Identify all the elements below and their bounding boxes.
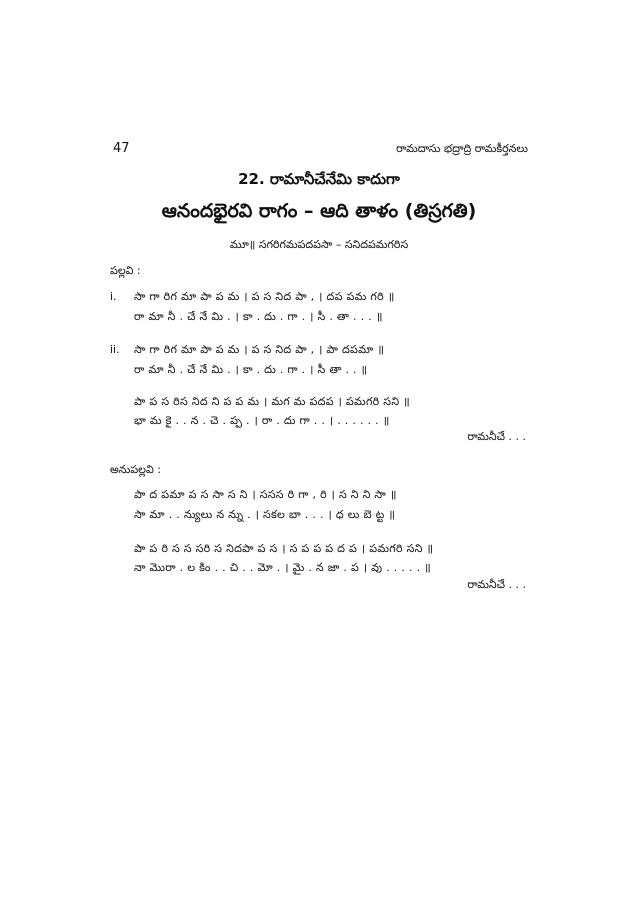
raga-tala-heading: ఆనందభైరవి రాగం – ఆది తాళం (తిస్రగతి) <box>161 200 477 222</box>
anupallavi-sahitya-line-2: నా మొరా . ల కిం . . చి . . మో . । మై . న జా . ప । వు . . . . . ॥ <box>134 561 432 574</box>
pallavi-heading: పల్లవి : <box>110 264 141 277</box>
pallavi-swara-line-1: సా గా రిగ మా పా ప మ । ప స నిద పా , । దప పమ గరి ॥ <box>134 290 395 303</box>
pallavi-swara-line-2: సా గా రిగ మా పా ప మ । ప స నిద పా , । పా దపమా ॥ <box>134 343 385 356</box>
pallavi-sahitya-line-2: రా మా నీ . చే నే మి . । కా . దు . గా . । సీ తా . . ॥ <box>134 363 368 376</box>
stanza-marker-i: i. <box>110 290 117 303</box>
running-title: రామదాసు భద్రాద్రి రామకీర్తనలు <box>396 142 528 155</box>
pallavi-sahitya-line-1: రా మా నీ . చే నే మి . । కా . దు . గా . । సీ . తా . . . ॥ <box>134 310 383 323</box>
moorchana-line: మూ॥ సగరిగమపదపసా – సనిదపమగరిస <box>229 238 409 251</box>
anupallavi-sahitya-line-1: సా మా . . న్యులు న న్ను . । సకల బా . . . । ధ లు బె ట్ట ॥ <box>134 508 396 521</box>
anupallavi-mudra: రామనీచే . . . <box>467 578 526 591</box>
anupallavi-swara-line-1: పా ద పమా ప స సా స ని । ససస రి గా , రి । స ని ని సా ॥ <box>134 488 397 501</box>
pallavi-mudra: రామనీచే . . . <box>467 430 526 443</box>
song-title: 22. రామానీచేనేమి కాదుగా <box>238 170 400 188</box>
anupallavi-heading: అనుపల్లవి : <box>110 463 161 476</box>
pallavi-swara-line-3: పా ప స రిస నిద ని ప ప మ । మగ మ పదప । పమగరి సని ॥ <box>134 395 411 408</box>
stanza-marker-ii: ii. <box>110 343 120 356</box>
page-number: 47 <box>113 141 130 156</box>
pallavi-sahitya-line-3: భా మ కై . . న . చె . ప్ప . । రా . దు గా . . । . . . . . . ॥ <box>134 414 390 427</box>
anupallavi-swara-line-2: పా ప రి స స సరి స నిదపా ప స । స ప ప ప ద ప । పమగరి సని ॥ <box>134 542 434 555</box>
